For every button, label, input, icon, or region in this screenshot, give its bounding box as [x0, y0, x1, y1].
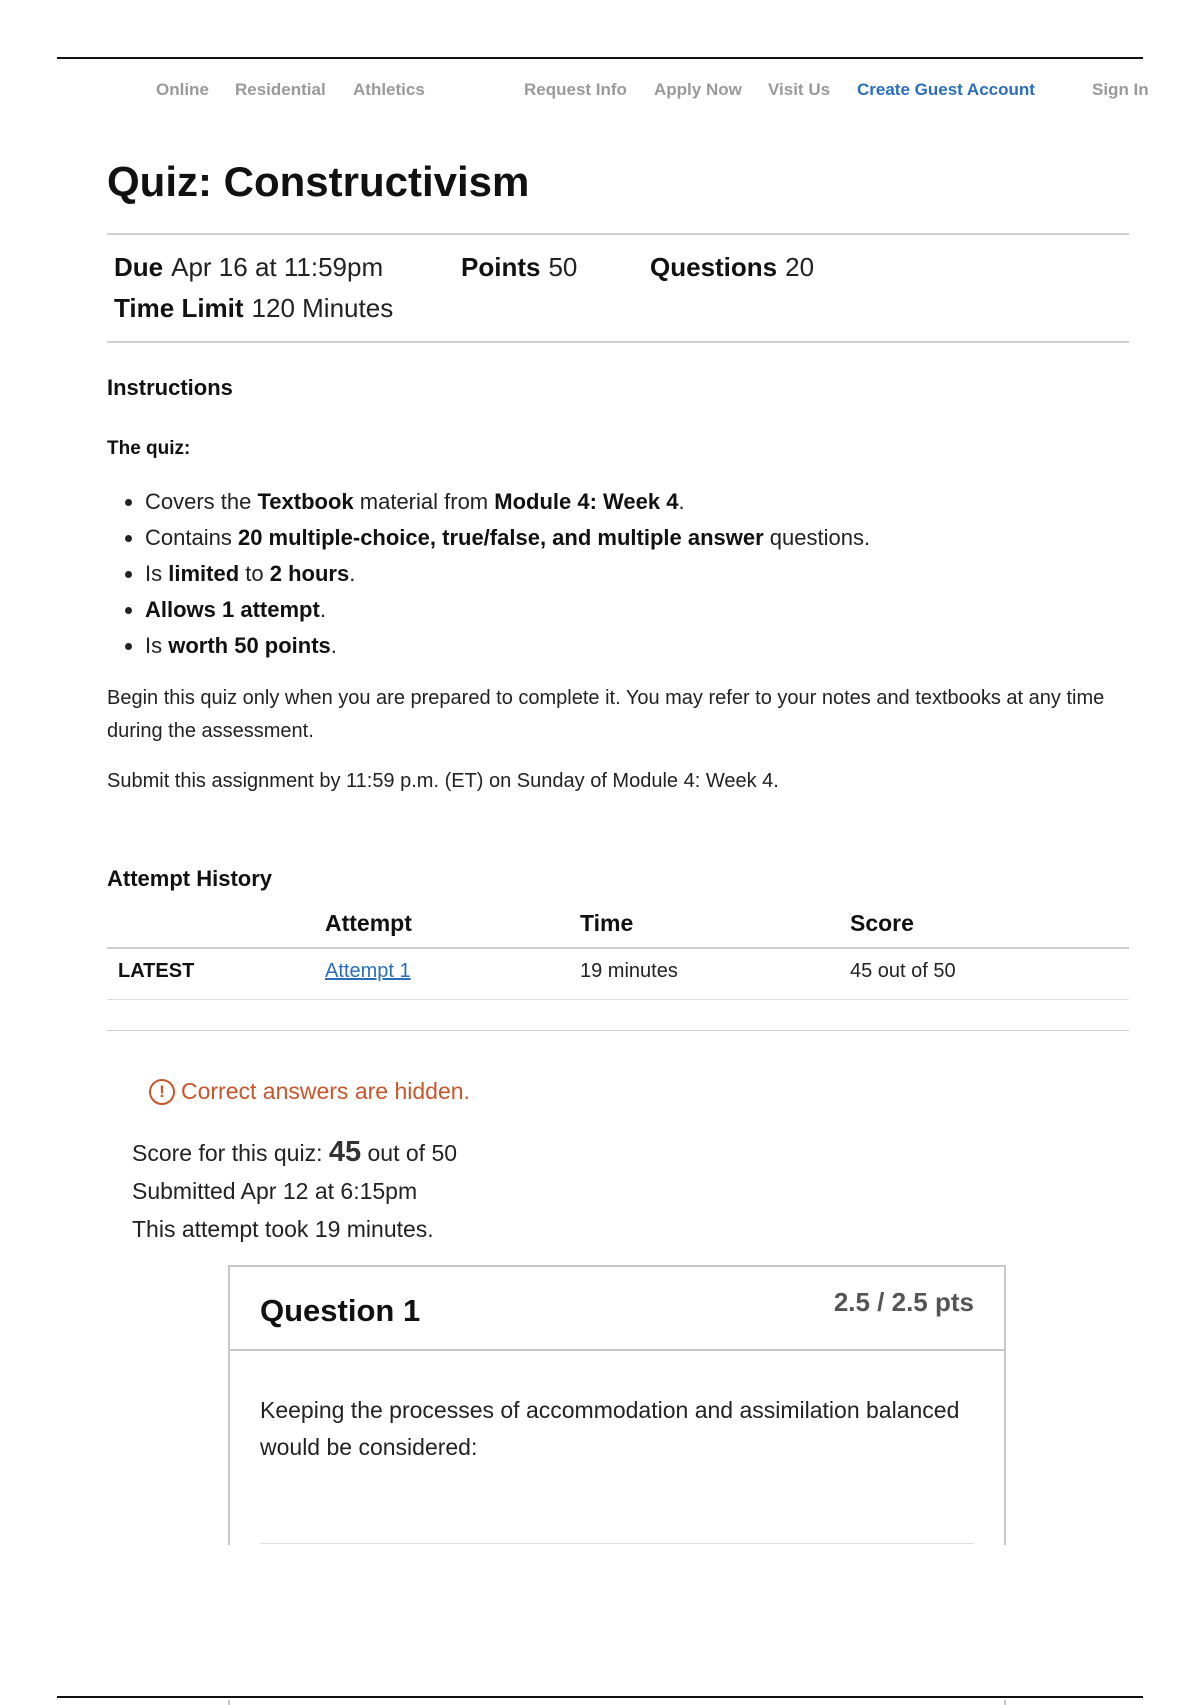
- score-suffix: out of 50: [361, 1140, 458, 1166]
- nav-online-link[interactable]: Online: [156, 80, 209, 99]
- score-prefix: Score for this quiz:: [132, 1140, 329, 1166]
- instructions-list: [107, 484, 1125, 664]
- instruction-text: .: [330, 633, 337, 658]
- question-title: Question 1: [260, 1293, 421, 1328]
- instruction-bold-text: 2 hours: [269, 561, 350, 586]
- instruction-bullet: [145, 628, 1125, 664]
- answers-hidden-text: Correct answers are hidden.: [181, 1078, 470, 1104]
- instruction-bold-text: limited: [168, 561, 240, 586]
- table-row-divider: [107, 999, 1129, 1000]
- instruction-bold-text: Module 4: Week 4: [494, 489, 679, 514]
- instructions-subheading: The quiz:: [107, 438, 191, 459]
- instruction-bullet: [145, 484, 1125, 520]
- meta-divider: [107, 341, 1129, 343]
- instruction-text: to: [239, 561, 270, 586]
- instruction-bold-text: Textbook: [257, 489, 354, 514]
- nav-visit-us-link[interactable]: Visit Us: [768, 80, 831, 99]
- due-value: Apr 16 at 11:59pm: [171, 252, 384, 282]
- attempt-1-link[interactable]: Attempt 1: [325, 960, 411, 982]
- instruction-bold-text: worth 50 points: [168, 633, 331, 658]
- quiz-score-line: [132, 1136, 457, 1169]
- nav-create-guest-account-link[interactable]: Create Guest Account: [857, 80, 1035, 99]
- instruction-text: material from: [353, 489, 495, 514]
- question-points: 2.5 / 2.5 pts: [833, 1287, 974, 1317]
- question-text: Keeping the processes of accommodation and assimilation balanced would be considered:: [260, 1397, 960, 1460]
- title-divider: [107, 233, 1129, 235]
- column-header-time: Time: [580, 910, 634, 936]
- instruction-bullet: [145, 592, 1125, 628]
- page-title: Quiz: Constructivism: [107, 158, 530, 205]
- time-limit-value: 120 Minutes: [251, 293, 394, 323]
- points-value: 50: [548, 252, 578, 282]
- instruction-bold-text: Allows 1 attempt: [145, 597, 320, 622]
- nav-request-info-link[interactable]: Request Info: [524, 80, 627, 99]
- bottom-rule: [57, 1696, 1143, 1698]
- quiz-due: [114, 252, 383, 283]
- attempt-score: 45 out of 50: [850, 960, 956, 982]
- quiz-time-limit: [114, 293, 393, 324]
- nav-residential-link[interactable]: Residential: [235, 80, 326, 99]
- quiz-points: [461, 252, 577, 283]
- instruction-text: Is: [145, 561, 169, 586]
- column-header-attempt: Attempt: [325, 910, 412, 936]
- points-label: Points: [461, 252, 541, 282]
- instruction-text: .: [678, 489, 685, 514]
- instruction-bullet: [145, 520, 1125, 556]
- warning-icon: !: [149, 1079, 175, 1105]
- nav-apply-now-link[interactable]: Apply Now: [654, 80, 742, 99]
- instructions-paragraph: Begin this quiz only when you are prepared to complete it. You may refer to your notes and textbooks at any time during the assessment.: [107, 687, 1105, 742]
- instruction-text: questions.: [763, 525, 871, 550]
- top-rule: [57, 57, 1143, 59]
- table-header-divider: [107, 947, 1129, 949]
- question-header: [230, 1267, 1004, 1351]
- attempt-time: 19 minutes: [580, 960, 678, 982]
- instruction-text: Is: [145, 633, 169, 658]
- attempt-history-heading: Attempt History: [107, 866, 273, 891]
- attempt-row-label: LATEST: [118, 960, 195, 982]
- instruction-text: Covers the: [145, 489, 258, 514]
- table-bottom-divider: [107, 1030, 1129, 1031]
- attempt-duration: This attempt took 19 minutes.: [132, 1216, 434, 1242]
- instructions-heading: Instructions: [107, 375, 233, 400]
- column-header-score: Score: [850, 910, 914, 936]
- answers-hidden-notice: [149, 1078, 470, 1105]
- due-label: Due: [114, 252, 164, 282]
- page-cutoff-area: [226, 1545, 1010, 1700]
- submitted-date: Submitted Apr 12 at 6:15pm: [132, 1178, 418, 1204]
- instruction-text: .: [319, 597, 326, 622]
- instruction-text: .: [349, 561, 356, 586]
- submission-note: Submit this assignment by 11:59 p.m. (ET) on Sunday of Module 4: Week 4.: [107, 770, 779, 792]
- nav-athletics-link[interactable]: Athletics: [353, 80, 425, 99]
- instruction-text: Contains: [145, 525, 238, 550]
- instruction-bullet: [145, 556, 1125, 592]
- quiz-questions: [650, 252, 814, 283]
- time-limit-label: Time Limit: [114, 293, 244, 323]
- questions-value: 20: [785, 252, 815, 282]
- instruction-bold-text: 20 multiple-choice, true/false, and multiple answer: [237, 525, 764, 550]
- nav-sign-in-link[interactable]: Sign In: [1092, 80, 1149, 99]
- score-value: 45: [328, 1136, 362, 1168]
- questions-label: Questions: [650, 252, 778, 282]
- question-answers-divider: [260, 1543, 974, 1544]
